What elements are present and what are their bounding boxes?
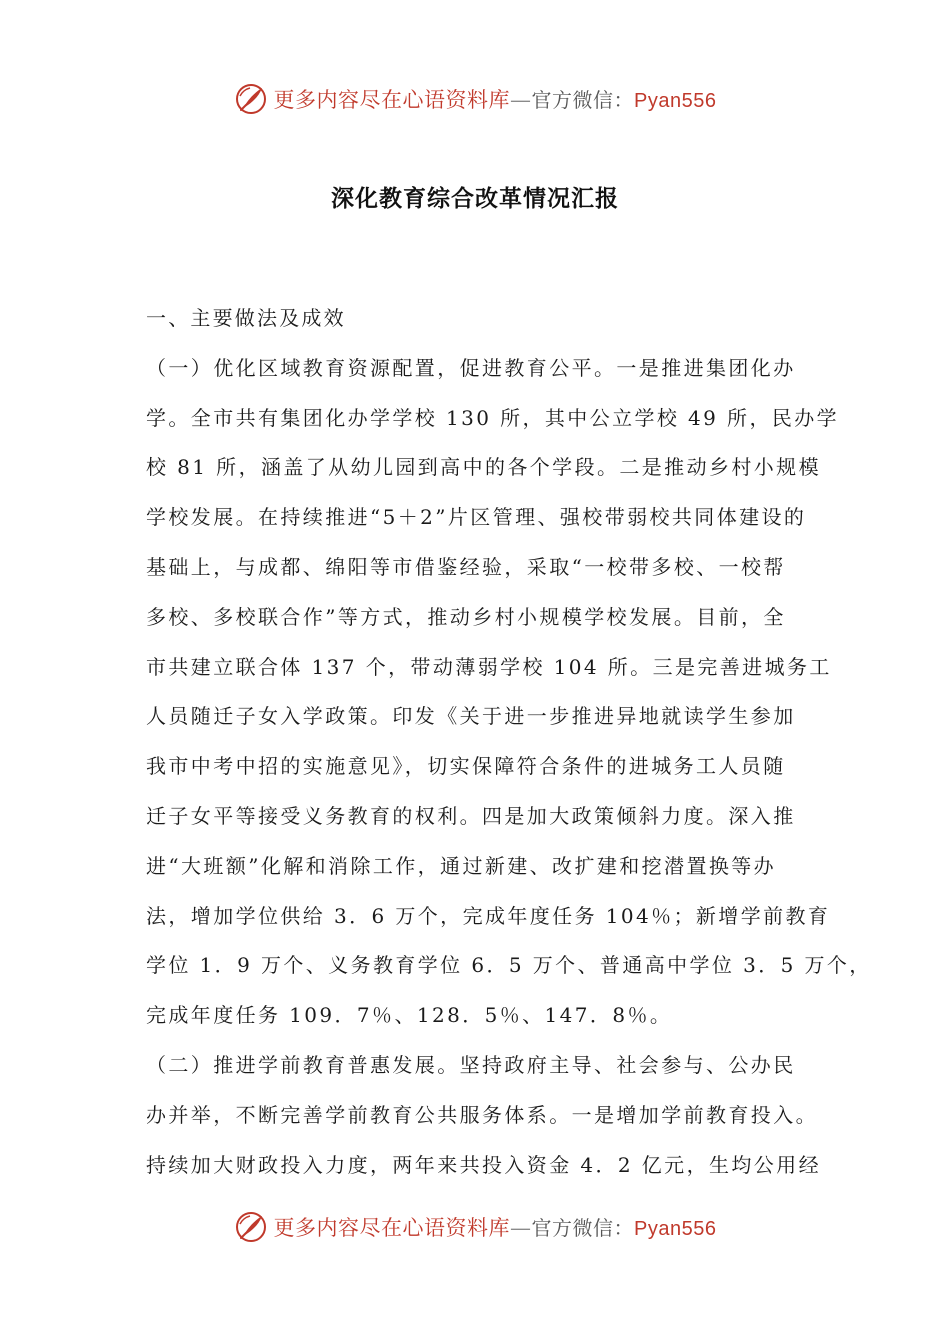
document-title: 深化教育综合改革情况汇报 (331, 185, 619, 212)
section-heading: 一、主要做法及成效 (146, 306, 346, 330)
body-line: 完成年度任务 109．7％、128．5％、147．8％。 (146, 1003, 673, 1028)
body-line: 迁子女平等接受义务教育的权利。四是加大政策倾斜力度。深入推 (146, 803, 796, 828)
body-line: 学。全市共有集团化办学学校 130 所，其中公立学校 49 所，民办学 (146, 405, 840, 430)
quill-pen-icon (234, 82, 268, 116)
body-line: 办并举，不断完善学前教育公共服务体系。一是增加学前教育投入。 (146, 1102, 818, 1127)
document-body (146, 294, 872, 1190)
watermark-official-label: 官方微信： (531, 1216, 635, 1240)
body-line: 市共建立联合体 137 个，带动薄弱学校 104 所。三是完善进城务工 (146, 654, 832, 679)
footer-watermark-banner (0, 1210, 950, 1244)
body-line: 学校发展。在持续推进“5＋2”片区管理、强校带弱校共同体建设的 (146, 505, 807, 530)
body-line: （二）推进学前教育普惠发展。坚持政府主导、社会参与、公办民 (146, 1052, 796, 1077)
body-line: 基础上，与成都、绵阳等市借鉴经验，采取“一校带多校、一校帮 (146, 554, 786, 579)
watermark-text (274, 1212, 717, 1242)
body-line: 人员随迁子女入学政策。印发《关于进一步推进异地就读学生参加 (146, 704, 796, 729)
watermark-official-label: 官方微信： (531, 88, 635, 112)
body-line: 进“大班额”化解和消除工作，通过新建、改扩建和挖潜置换等办 (146, 853, 777, 878)
body-line: （一）优化区域教育资源配置，促进教育公平。一是推进集团化办 (146, 355, 796, 380)
watermark-wechat-id: Pyan556 (634, 1218, 717, 1240)
body-line: 持续加大财政投入力度，两年来共投入资金 4．2 亿元，生均公用经 (146, 1152, 821, 1177)
watermark-text (274, 84, 717, 114)
body-line: 法，增加学位供给 3．6 万个，完成年度任务 104％；新增学前教育 (146, 903, 831, 928)
header-watermark-banner (0, 82, 950, 116)
watermark-site-text: 更多内容尽在心语资料库 (273, 88, 511, 112)
body-line: 多校、多校联合作”等方式，推动乡村小规模学校发展。目前，全 (146, 604, 786, 629)
body-line: 我市中考中招的实施意见》，切实保障符合条件的进城务工人员随 (146, 754, 786, 779)
watermark-dash: — (510, 1216, 532, 1240)
watermark-site-text: 更多内容尽在心语资料库 (273, 1216, 511, 1240)
watermark-dash: — (510, 88, 532, 112)
body-line: 学位 1．9 万个、义务教育学位 6．5 万个、普通高中学位 3．5 万个， (146, 953, 872, 978)
quill-pen-icon (234, 1210, 268, 1244)
body-line: 校 81 所，涵盖了从幼儿园到高中的各个学段。二是推动乡村小规模 (146, 455, 821, 480)
watermark-wechat-id: Pyan556 (634, 90, 717, 112)
